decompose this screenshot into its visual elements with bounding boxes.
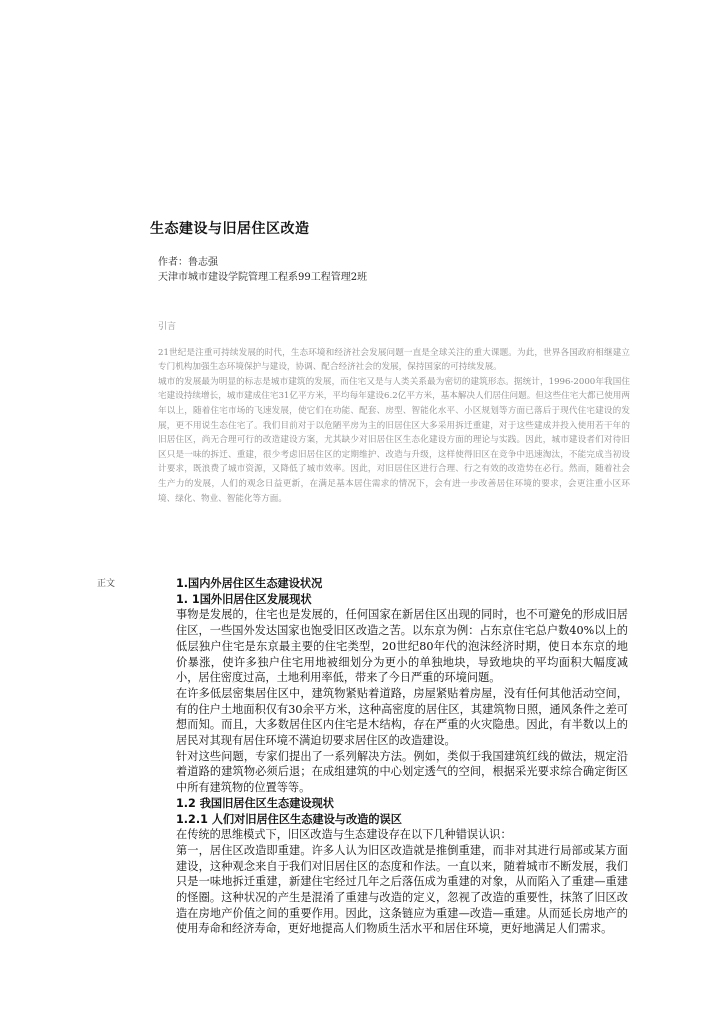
section-heading: 1.国内外居住区生态建设状况	[176, 577, 323, 590]
body-paragraph: 针对这些问题，专家们提出了一系列解决方法。例如，类似于我国建筑红线的做法，规定沿着道路的建筑物必须后退；在成组建筑的中心划定透气的空间，根据采光要求综合确定街区中所有建筑物的位置等等。	[176, 749, 628, 795]
introduction-section	[158, 320, 630, 506]
introduction-paragraph: 城市的发展最为明显的标志是城市建筑的发展，而住宅又是与人类关系最为密切的建筑形态。据统计，1996-2000年我国住宅建设持续增长，城市建成住宅31亿平方米，平均每年建设6.2亿平方米，基本解决人们居住问题。但这些住宅大都已使用两年以上，随着住宅市场的飞速发展，使它们在功能、配套、房型、智能化水平、小区规划等方面已落后于现代住宅建设的发展，更不用说生态住宅了。我们目前对于以危陋平房为主的旧居住区大多采用拆迁重建，对于这些建成并投入使用若干年的旧居住区，尚无合理可行的改造建设方案，尤其缺少对旧居住区生态化建设方面的理论与实践。因此，城市建设者们对待旧区只是一味的拆迁、重建，很少考虑旧居住区的定期维护、改造与升级，这样使得旧区在竞争中迅速淘汰，不能完成当初设计要求，既浪费了城市资源，又降低了城市效率。因此，对旧居住区进行合理、行之有效的改造势在必行。然而，随着社会生产力的发展，人们的观念日益更新，在满足基本居住需求的情况下，会有进一步改善居住环境的要求，会更注重小区环境、绿化、物业、智能化等方面。	[158, 376, 630, 504]
main-text	[176, 576, 628, 937]
author-block	[158, 255, 367, 285]
main-text-label: 正文	[97, 579, 116, 589]
body-paragraph: 事物是发展的，住宅也是发展的，任何国家在新居住区出现的同时，也不可避免的形成旧居住区，一些国外发达国家也饱受旧区改造之苦。以东京为例：占东京住宅总户数40%以上的低层独户住宅是东京最主要的住宅类型，20世纪80年代的泡沫经济时期，使日本东京的地价暴涨，使许多独户住宅用地被细划分为更小的单独地块，导致地块的平均面积大幅度减小，居住密度过高，土地利用率低，带来了今日严重的环境问题。	[176, 608, 628, 685]
document-title: 生态建设与旧居住区改造	[150, 221, 310, 237]
introduction-paragraph: 21世纪是注重可持续发展的时代，生态环境和经济社会发展问题一直是全球关注的重大课题。为此，世界各国政府相继建立专门机构加强生态环境保护与建设，协调、配合经济社会的发展，保持国家的可持续发展。	[158, 347, 630, 373]
affiliation-line: 天津市城市建设学院管理工程系99工程管理2班	[158, 272, 368, 283]
body-paragraph: 在许多低层密集居住区中，建筑物紧贴着道路，房屋紧贴着房屋，没有任何其他活动空间，有的住户土地面积仅有30余平方米，这种高密度的居住区，其建筑物日照，通风条件之差可想而知。而且，大多数居住区内住宅是木结构，存在严重的火灾隐患。因此，有半数以上的居民对其现有居住环境不满迫切要求居住区的改造建设。	[176, 686, 628, 748]
subsection-heading: 1. 1国外旧居住区发展现状	[176, 592, 312, 606]
introduction-heading: 引言	[158, 322, 177, 332]
subsection-heading: 1.2 我国旧居住区生态建设现状	[176, 796, 334, 810]
author-line: 作者：鲁志强	[158, 257, 218, 268]
body-paragraph: 在传统的思维模式下，旧区改造与生态建设存在以下几种错误认识：	[176, 828, 512, 842]
body-paragraph: 第一，居住区改造即重建。许多人认为旧区改造就是推倒重建，而非对其进行局部或某方面建设，这种观念来自于我们对旧居住区的态度和作法。一直以来，随着城市不断发展，我们只是一味地拆迁重建，新建住宅经过几年之后落伍成为重建的对象，从而陷入了重建—重建的怪圈。这种状况的产生是混淆了重建与改造的定义，忽视了改造的重要性，抹煞了旧区改造在房地产价值之间的重要作用。因此，这条链应为重建—改造—重建。从而延长房地产的使用寿命和经济寿命，更好地提高人们物质生活水平和居住环境，更好地满足人们需求。	[176, 843, 628, 936]
subsubsection-heading: 1.2.1 人们对旧居住区生态建设与改造的误区	[176, 812, 402, 826]
